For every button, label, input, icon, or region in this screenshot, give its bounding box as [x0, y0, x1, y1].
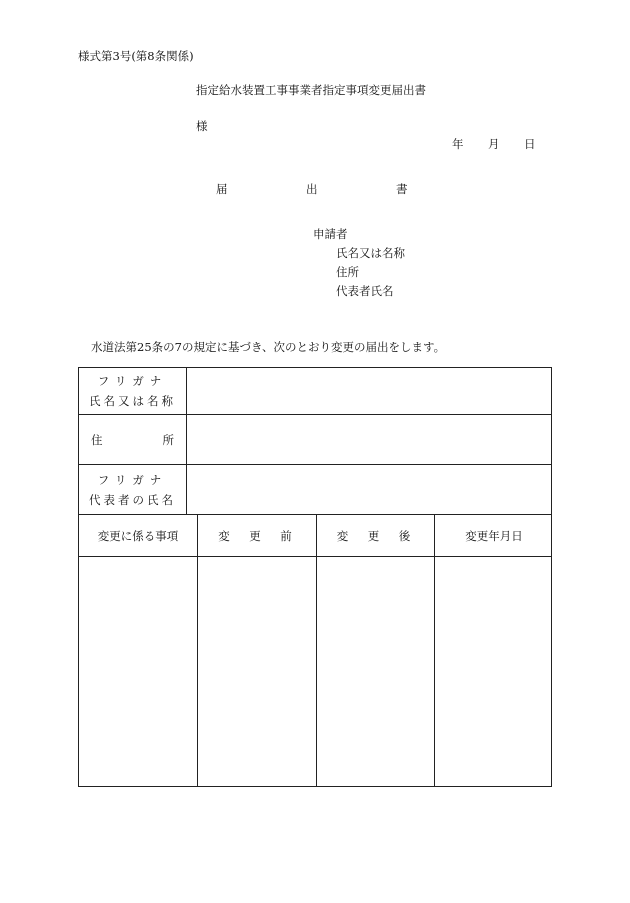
date-input-cell[interactable]	[435, 557, 553, 787]
applicant-address-label: 住所	[336, 265, 359, 279]
applicant-name-label: 氏名又は名称	[336, 246, 405, 260]
applicant-label: 申請者	[313, 227, 348, 241]
name-input-cell[interactable]	[187, 368, 553, 414]
column-header-before	[198, 515, 316, 556]
address-label-2: 所	[162, 432, 174, 447]
column-header-text: 変 更 前	[218, 528, 296, 543]
heading-char-1: 届	[216, 182, 228, 196]
addressee-suffix: 様	[196, 119, 208, 133]
representative-input-cell[interactable]	[187, 465, 553, 514]
before-input-cell[interactable]	[198, 557, 316, 787]
column-header-text: 変更に係る事項	[97, 528, 179, 543]
heading-char-3: 書	[396, 182, 408, 196]
name-label-cell	[79, 368, 186, 414]
date-year: 年	[452, 137, 464, 151]
furigana-label: フリガナ	[97, 374, 168, 388]
applicant-representative-label: 代表者氏名	[336, 284, 394, 298]
column-header-after	[317, 515, 434, 556]
representative-label: 代表者の氏名	[89, 492, 176, 507]
name-label: 氏名又は名称	[89, 394, 176, 408]
date-month: 月	[488, 137, 500, 151]
document-title: 指定給水装置工事事業者指定事項変更届出書	[196, 83, 426, 97]
furigana-label-2: フリガナ	[97, 472, 168, 487]
column-header-item	[79, 515, 197, 556]
address-label-1: 住	[91, 432, 103, 447]
date-day: 日	[524, 137, 536, 151]
after-input-cell[interactable]	[317, 557, 434, 787]
address-input-cell[interactable]	[187, 415, 553, 464]
item-input-cell[interactable]	[79, 557, 197, 787]
column-header-text: 変 更 後	[336, 528, 415, 543]
change-table	[78, 367, 552, 787]
address-label-cell	[79, 415, 186, 464]
column-header-date	[435, 515, 553, 556]
form-number: 様式第3号(第8条関係)	[78, 49, 194, 63]
column-header-text: 変更年月日	[465, 528, 523, 543]
statement: 水道法第25条の7の規定に基づき、次のとおり変更の届出をします。	[91, 340, 446, 354]
heading-char-2: 出	[306, 182, 318, 196]
representative-label-cell	[79, 465, 186, 514]
